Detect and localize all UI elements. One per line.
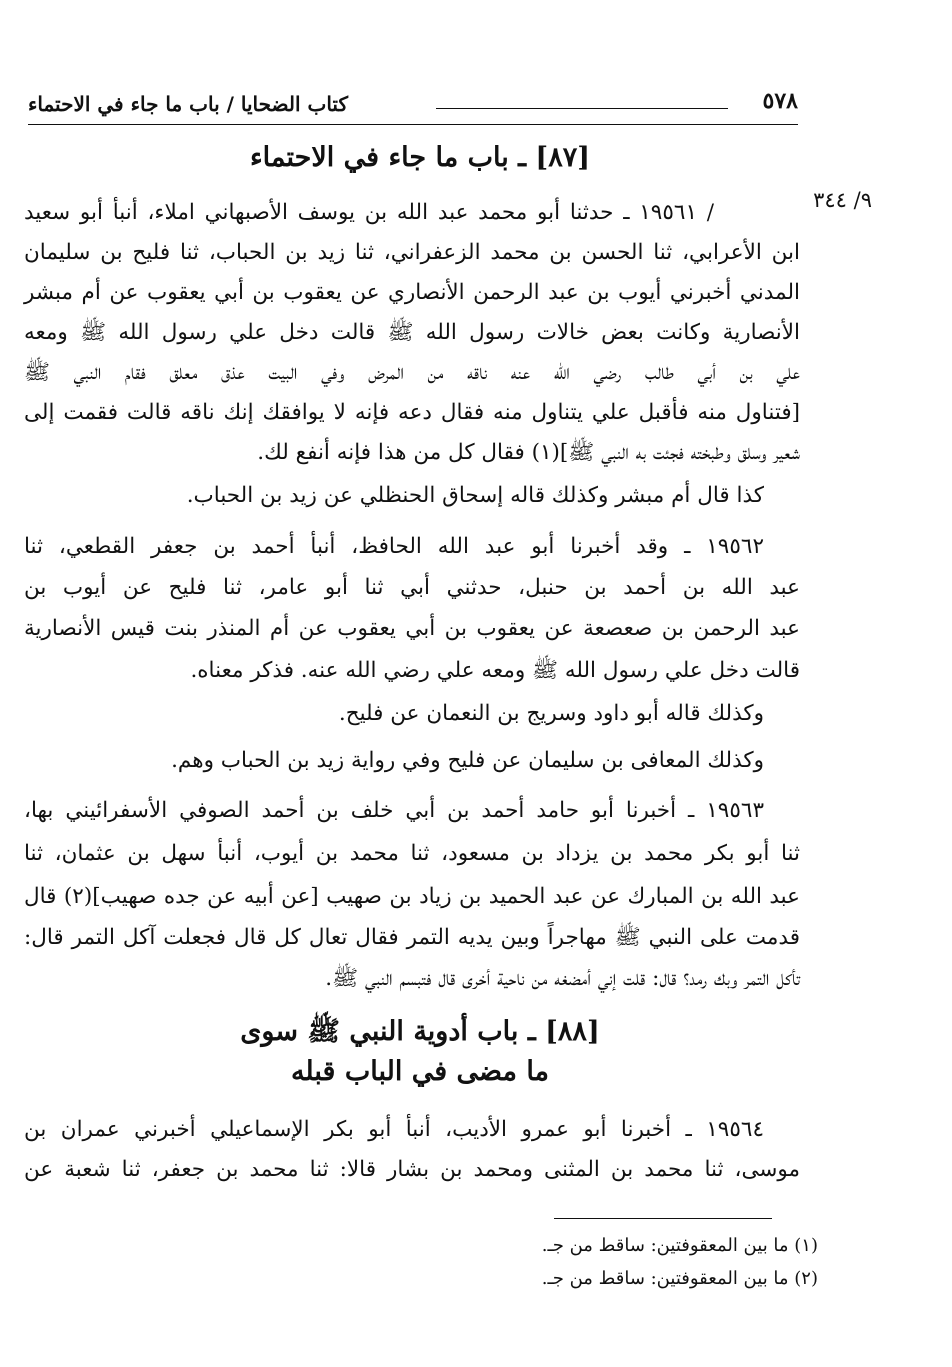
footnote-divider	[554, 1218, 772, 1219]
margin-reference: ٩/ ٣٤٤	[813, 188, 872, 212]
body-line: [فتناول منه فأقبل علي يتناول منه فقال دعه فإنه لا يوافقك إنك ناقه قالت فقمت إلى	[24, 400, 800, 425]
header-divider	[28, 124, 798, 125]
body-line: عبد الله بن المبارك عن عبد الحميد بن زياد بن صهيب [عن أبيه عن جده صهيب](٢) قال	[24, 884, 801, 909]
footnote: (١) ما بين المعقوفتين: ساقط من جـ.	[541, 1235, 818, 1256]
running-header-title: كتاب الضحايا / باب ما جاء في الاحتماء	[28, 92, 348, 116]
section-title-87: [٨٧] ـ باب ما جاء في الاحتماء	[249, 142, 591, 173]
page-number: ٥٧٨	[762, 88, 798, 114]
body-line: ١٩٥٦٢ ـ وقد أخبرنا أبو عبد الله الحافظ، أنبأ أحمد بن جعفر القطعي، ثنا	[24, 534, 764, 559]
body-line: ١٩٥٦٣ ـ أخبرنا أبو حامد أحمد بن أبي خلف بن أحمد الصوفي الأسفرائيني بها،	[24, 798, 764, 823]
body-line: تأكل التمر وبك رمد؟ قال: قلت إني أمضغه من ناحية أخرى قال فتبسم النبي ﷺ.	[325, 966, 800, 991]
body-line: الأنصارية وكانت بعض خالات رسول الله ﷺ قالت دخل علي رسول الله ﷺ ومعه	[24, 320, 800, 345]
body-line: موسى، ثنا محمد بن المثنى ومحمد بن بشار قالا: ثنا محمد بن جعفر، ثنا شعبة عن	[24, 1157, 800, 1182]
body-line: شعير وسلق وطبخته فجئت به النبي ﷺ](١) فقال كل من هذا فإنه أنفع لك.	[257, 440, 800, 465]
body-line: ثنا أبو بكر محمد بن يزداد بن مسعود، ثنا محمد بن أيوب، أنبأ سهل بن عثمان، ثنا	[24, 841, 800, 866]
body-line: وكذلك المعافى بن سليمان عن فليح وفي رواية زيد بن الحباب وهم.	[171, 748, 764, 773]
body-line: المدني أخبرني أيوب بن عبد الرحمن الأنصاري عن يعقوب بن أبي يعقوب عن أم مبشر	[24, 280, 800, 305]
section-title-88-line2: ما مضى في الباب قبله	[290, 1056, 550, 1087]
footnote: (٢) ما بين المعقوفتين: ساقط من جـ.	[541, 1268, 818, 1289]
running-header	[28, 88, 798, 124]
body-line: قالت دخل علي رسول الله ﷺ ومعه علي رضي الله عنه. فذكر معناه.	[190, 658, 800, 683]
body-line: عبد الله بن أحمد بن حنبل، حدثني أبي ثنا أبو عامر، ثنا فليح عن أيوب بن	[24, 575, 800, 600]
body-line: وكذلك قاله أبو داود وسريج بن النعمان عن فليح.	[338, 701, 764, 726]
body-line: ١٩٥٦٤ ـ أخبرنا أبو عمرو الأديب، أنبأ أبو بكر الإسماعيلي أخبرني عمران بن	[24, 1117, 764, 1142]
body-line: قدمت على النبي ﷺ مهاجراً وبين يديه التمر فقال تعال كل قال فجعلت آكل التمر قال:	[24, 925, 800, 950]
section-title-88-line1: [٨٨] ـ باب أدوية النبي ﷺ سوى	[240, 1016, 600, 1047]
body-line: ابن الأعرابي، ثنا الحسن بن محمد الزعفراني، ثنا زيد بن الحباب، ثنا فليح بن سليمان	[24, 240, 800, 265]
body-line: كذا قال أم مبشر وكذلك قاله إسحاق الحنظلي عن زيد بن الحباب.	[186, 483, 764, 508]
body-line: / ١٩٥٦١ ـ حدثنا أبو محمد عبد الله بن يوسف الأصبهاني املاء، أنبأ أبو سعيد	[24, 200, 714, 225]
header-rule	[436, 108, 728, 109]
body-line: علي بن أبي طالب رضي الله عنه ناقه من المرض وفي البيت عذق معلق فقام النبي ﷺ	[24, 360, 800, 385]
body-line: عبد الرحمن بن صعصعة عن يعقوب بن أبي يعقوب عن أم المنذر بنت قيس الأنصارية	[24, 616, 800, 641]
